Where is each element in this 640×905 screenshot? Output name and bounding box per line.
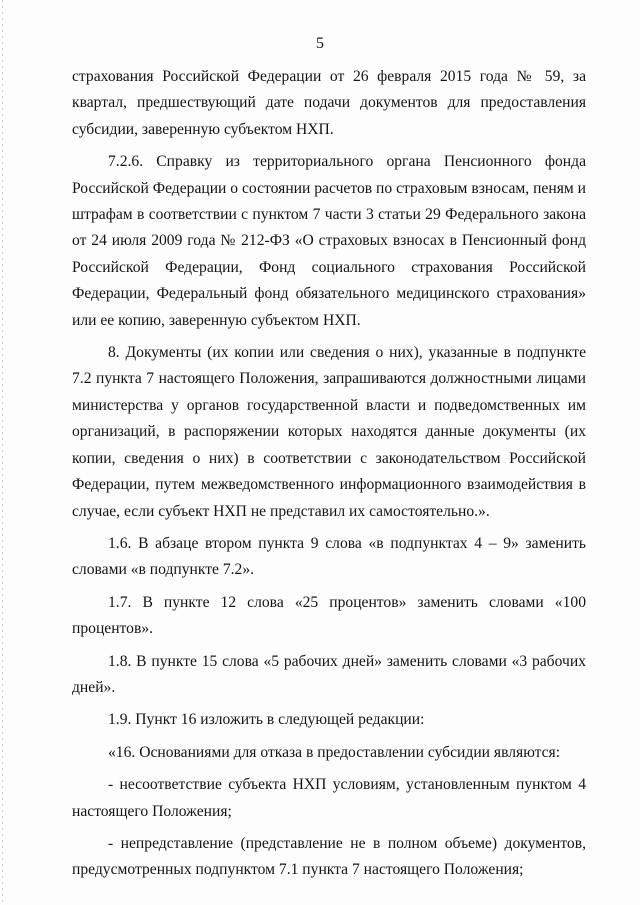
- scan-edge-artifact: [2, 0, 3, 905]
- paragraph-continuation: страхования Российской Федерации от 26 февраля 2015 года № 59, за квартал, предшествующий дате подачи документов для предоставления субсидии, заверенную субъектом НХП.: [72, 68, 586, 138]
- paragraph-1-6: 1.6. В абзаце втором пункта 9 слова «в подпунктах 4 – 9» заменить словами «в подпункте 7.2».: [72, 534, 586, 579]
- page-number: 5: [316, 35, 324, 52]
- paragraph-1-7: 1.7. В пункте 12 слова «25 процентов» заменить словами «100 процентов».: [72, 593, 586, 638]
- paragraph-8: 8. Документы (их копии или сведения о них), указанные в подпункте 7.2 пункта 7 настоящего Положения, запрашиваются должностными лицами министерства у органов государственной власти и подведомственных им организаций, в распоряжении которых находятся данные документы (их копии, сведения о них) в соответствии с законодательством Российской Федерации, путем межведомственного информационного взаимодействия в случае, если субъект НХП не представил их самостоятельно.».: [72, 344, 586, 520]
- paragraph-7-2-6: 7.2.6. Справку из территориального органа Пенсионного фонда Российской Федерации о состоянии расчетов по страховым взносам, пеням и штрафам в соответствии с пунктом 7 части 3 статьи 29 Федерального закона от 24 июля 2009 года № 212-ФЗ «О страховых взносах в Пенсионный фонд Российской Федерации, Фонд социального страхования Российской Федерации, Федеральный фонд обязательного медицинского страхования» или ее копию, заверенную субъектом НХП.: [72, 153, 586, 329]
- list-item-nonsubmission: - непредставление (представление не в полном объеме) документов, предусмотренных подпунктом 7.1 пункта 7 настоящего Положения;: [72, 834, 586, 879]
- document-body: [72, 64, 586, 884]
- paragraph-16: «16. Основаниями для отказа в предоставлении субсидии являются:: [108, 743, 561, 761]
- paragraph-1-9: 1.9. Пункт 16 изложить в следующей редакции:: [108, 711, 425, 729]
- paragraph-1-8: 1.8. В пункте 15 слова «5 рабочих дней» заменить словами «3 рабочих дней».: [72, 652, 586, 696]
- list-item-nonconformity: - несоответствие субъекта НХП условиям, установленным пунктом 4 настоящего Положения;: [72, 776, 586, 820]
